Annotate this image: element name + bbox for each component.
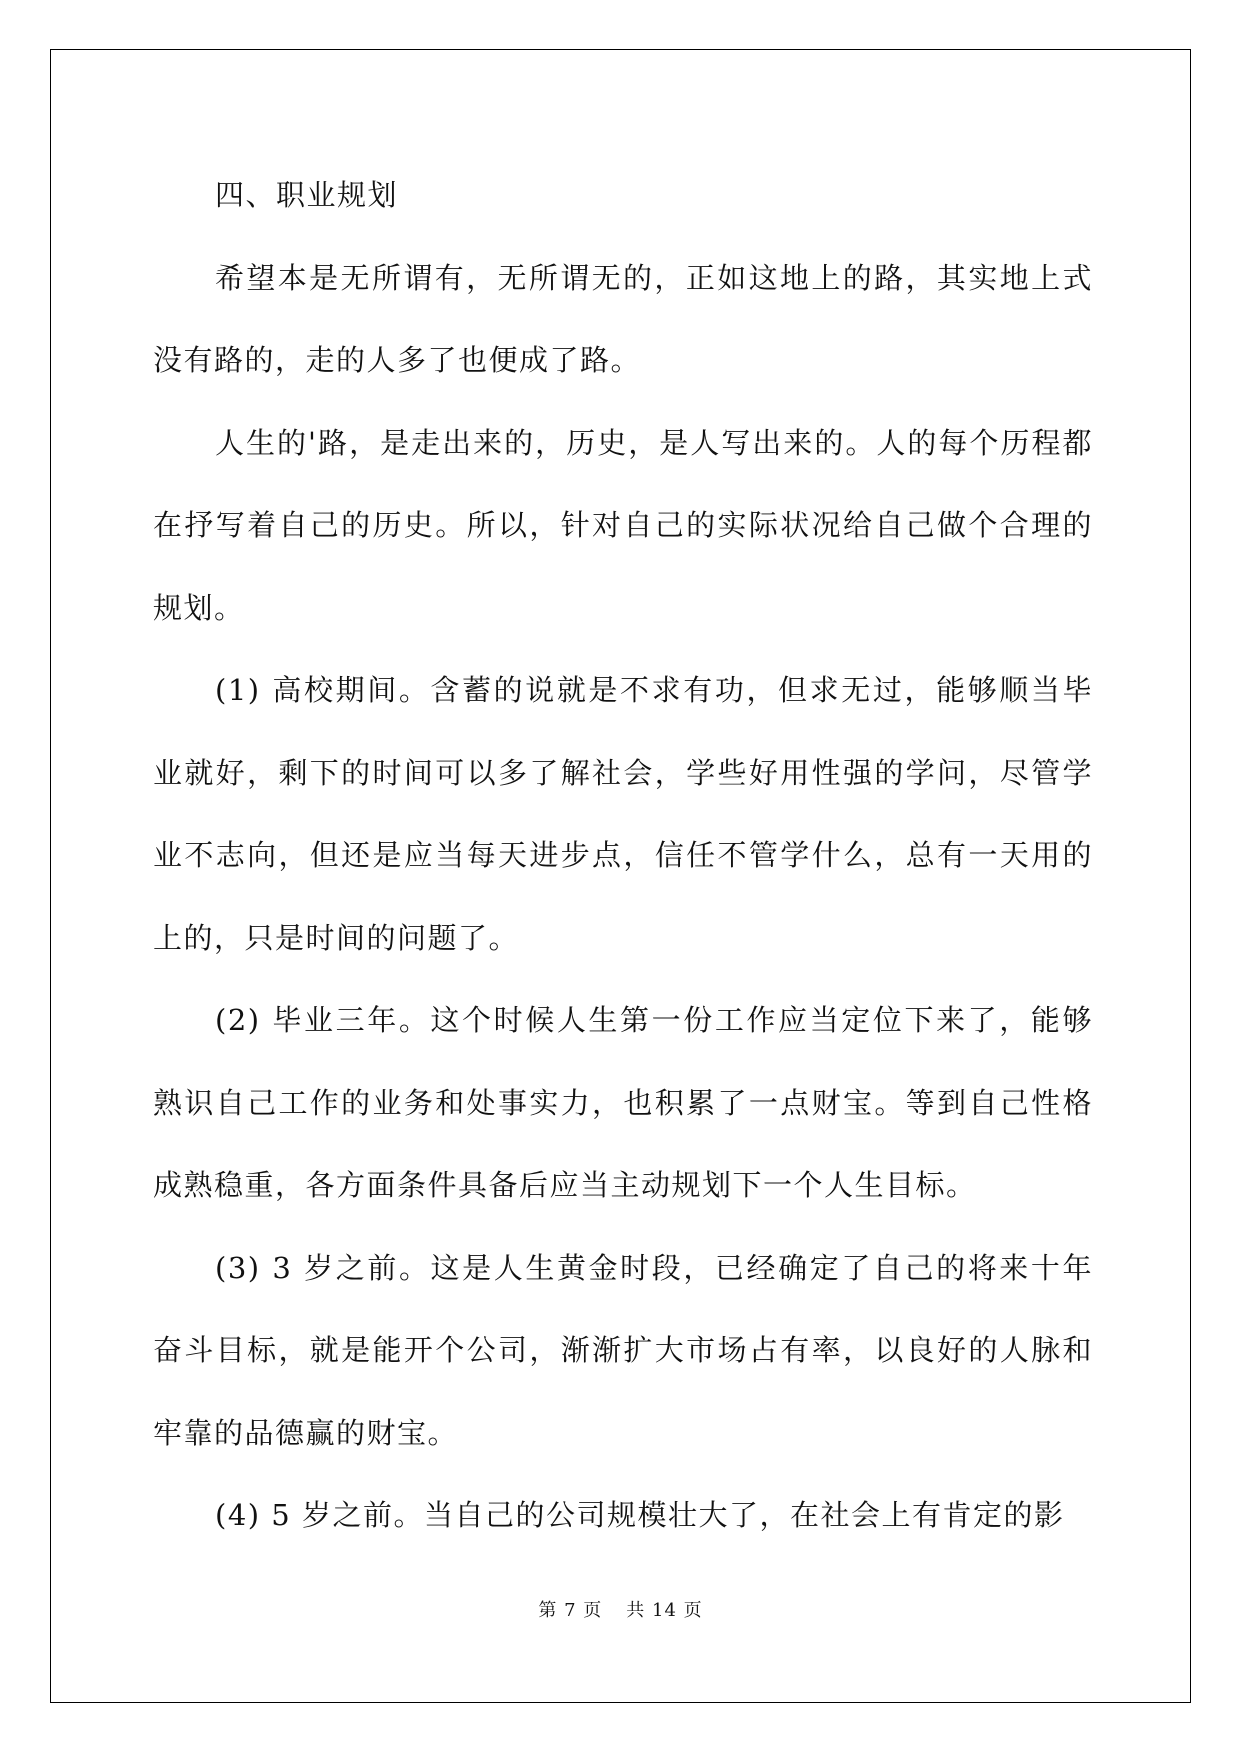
page-total: 共 14 页 <box>626 1600 703 1621</box>
paragraph: (3) 3 岁之前。这是人生黄金时段，已经确定了自己的将来十年奋斗目标，就是能开个公司，渐渐扩大市场占有率，以良好的人脉和牢靠的品德赢的财宝。 <box>153 1250 1093 1450</box>
paragraph: 人生的'路，是走出来的，历史，是人写出来的。人的每个历程都在抒写着自己的历史。所以，针对自己的实际状况给自己做个合理的规划。 <box>153 425 1093 625</box>
page-number: 第 7 页 <box>538 1600 603 1621</box>
section-heading: 四、职业规划 <box>215 178 399 212</box>
paragraph: 希望本是无所谓有，无所谓无的，正如这地上的路，其实地上式没有路的，走的人多了也便成了路。 <box>153 260 1093 377</box>
page-footer <box>0 1596 1241 1622</box>
document-body <box>153 154 1093 1557</box>
paragraph: (4) 5 岁之前。当自己的公司规模壮大了，在社会上有肯定的影 <box>215 1498 1065 1532</box>
paragraph: (1) 高校期间。含蓄的说就是不求有功，但求无过，能够顺当毕业就好，剩下的时间可以多了解社会，学些好用性强的学问，尽管学业不志向，但还是应当每天进步点，信任不管学什么，总有一天用的上的，只是时间的问题了。 <box>153 673 1093 955</box>
paragraph: (2) 毕业三年。这个时候人生第一份工作应当定位下来了，能够熟识自己工作的业务和处事实力，也积累了一点财宝。等到自己性格成熟稳重，各方面条件具备后应当主动规划下一个人生目标。 <box>153 1003 1093 1202</box>
